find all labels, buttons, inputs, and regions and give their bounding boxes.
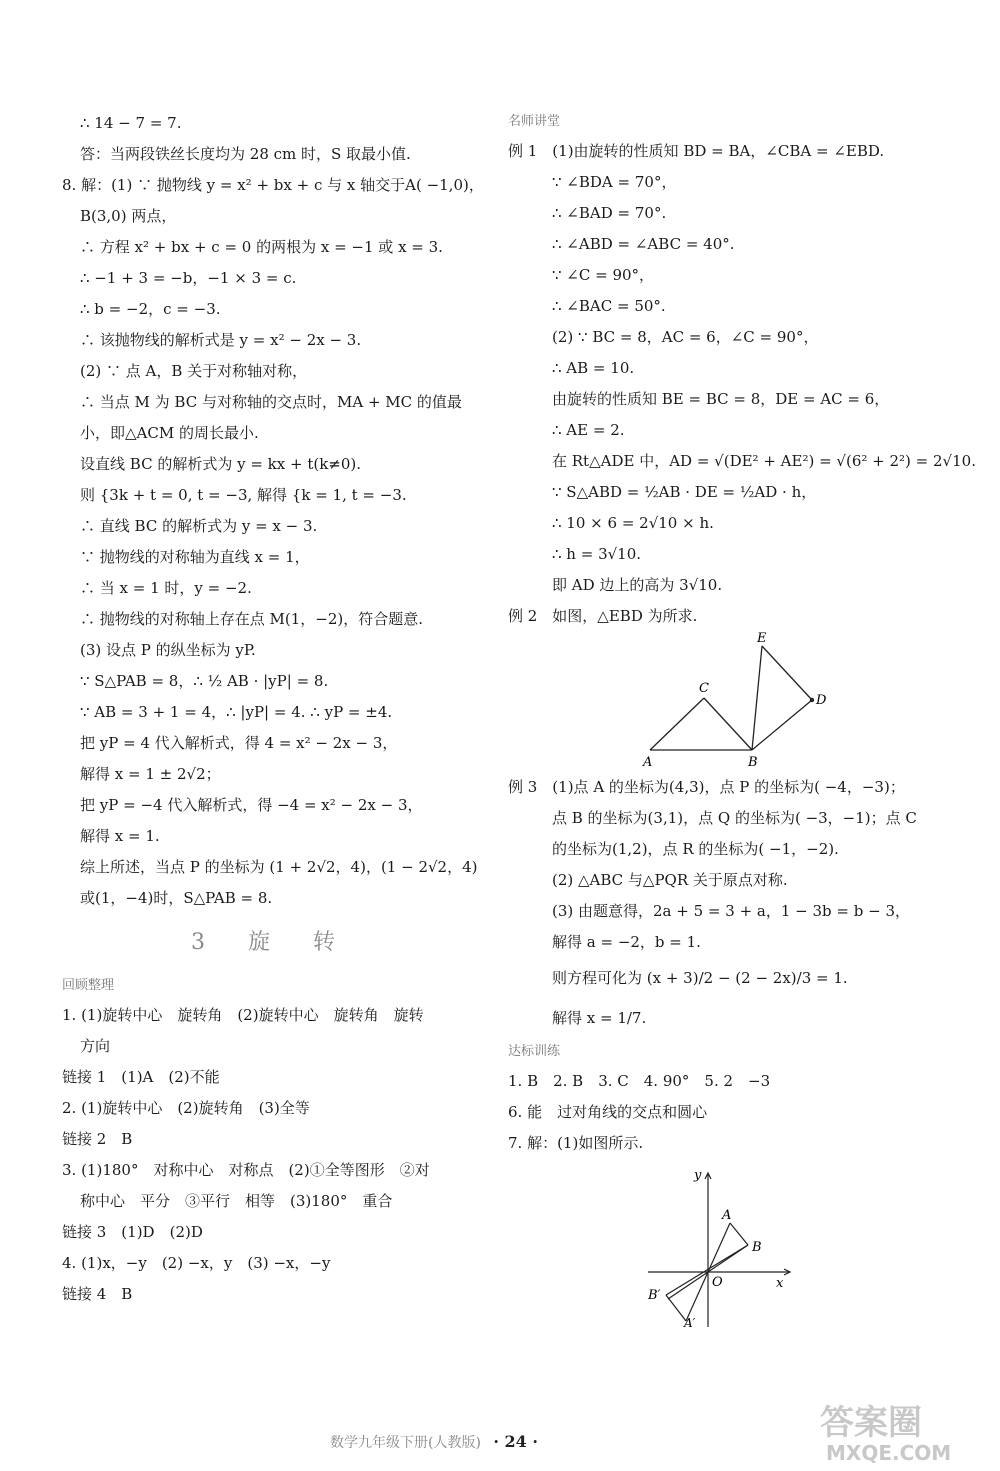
text-line: 链接 4 B (62, 1285, 133, 1303)
rotation-diagram (508, 632, 938, 772)
text-line: (2) ∵ 点 A，B 关于对称轴对称， (80, 362, 308, 380)
page-number: · 24 · (493, 1432, 538, 1451)
text-line: ∴ AE = 2. (552, 421, 625, 439)
text-line: 链接 2 B (62, 1130, 133, 1148)
text-line: 的坐标为(1,2)，点 R 的坐标为( −1，−2). (552, 840, 839, 858)
text-line: 答：当两段铁丝长度均为 28 cm 时，S 取最小值. (80, 145, 411, 163)
text-line: ∴ ∠BAD = 70°. (552, 204, 667, 222)
watermark-url: MXQE.COM (826, 1441, 952, 1465)
text-line: (3) 设点 P 的纵坐标为 yP. (80, 641, 256, 659)
text-line: ∴ h = 3√10. (552, 545, 642, 563)
training-section-label: 达标训练 (508, 1044, 561, 1059)
watermark (820, 1405, 990, 1467)
text-line: 例 3 (1)点 A 的坐标为(4,3)，点 P 的坐标为( −4，−3)； (508, 778, 905, 796)
label-a-prime: A′ (684, 1316, 696, 1329)
text-line: 即 AD 边上的高为 3√10. (552, 576, 723, 594)
text-line: 称中心 平分 ③平行 相等 (3)180° 重合 (80, 1192, 393, 1210)
coordinate-diagram (508, 1159, 938, 1329)
chapter-title: 3 旋 转 (191, 930, 353, 955)
label-b-prime: B′ (648, 1288, 661, 1303)
text-line: ∴ ∠ABD = ∠ABC = 40°. (552, 235, 735, 253)
text-line: ∴ 直线 BC 的解析式为 y = x − 3. (80, 517, 318, 535)
text-line: 综上所述，当点 P 的坐标为 (1 + 2√2，4)，(1 − 2√2，4) (80, 858, 478, 876)
text-line: ∵ AB = 3 + 1 = 4，∴ |yP| = 4. ∴ yP = ±4. (80, 703, 393, 721)
text-line: ∴ 该抛物线的解析式是 y = x² − 2x − 3. (80, 331, 362, 349)
text-line: B(3,0) 两点， (80, 207, 177, 225)
label-x-axis: x (776, 1276, 784, 1291)
text-line: (2) ∵ BC = 8，AC = 6，∠C = 90°， (552, 328, 819, 346)
label-b: B (748, 755, 758, 770)
text-line: 点 B 的坐标为(3,1)，点 Q 的坐标为( −3，−1)；点 C (552, 809, 917, 827)
text-line: 2. (1)旋转中心 (2)旋转角 (3)全等 (62, 1099, 310, 1117)
teacher-section-label: 名师讲堂 (508, 114, 561, 129)
label-d: D (816, 693, 827, 708)
label-c: C (699, 681, 709, 696)
watermark-text: 答案圈 (820, 1403, 922, 1443)
text-line: 则 {3k + t = 0, t = −3, 解得 {k = 1, t = −3. (80, 486, 407, 504)
text-line: 设直线 BC 的解析式为 y = kx + t(k≠0). (80, 455, 362, 473)
text-line: 3. (1)180° 对称中心 对称点 (2)①全等图形 ②对 (62, 1161, 430, 1179)
page-footer (330, 1432, 670, 1452)
text-line: 把 yP = 4 代入解析式，得 4 = x² − 2x − 3， (80, 734, 398, 752)
text-line: ∴ 14 − 7 = 7. (80, 114, 182, 132)
text-line: ∴ −1 + 3 = −b，−1 × 3 = c. (80, 269, 297, 287)
text-line: ∵ ∠BDA = 70°， (552, 173, 677, 191)
text-line: 解得 x = 1/7. (552, 1009, 647, 1027)
text-line: ∴ 抛物线的对称轴上存在点 M(1，−2)，符合题意. (80, 610, 424, 628)
text-line: ∵ S△PAB = 8，∴ ½ AB · |yP| = 8. (80, 672, 329, 690)
text-line: 或(1，−4)时，S△PAB = 8. (80, 889, 273, 907)
text-line: 小，即△ACM 的周长最小. (80, 424, 259, 442)
text-line: 链接 3 (1)D (2)D (62, 1223, 203, 1241)
text-line: ∵ S△ABD = ½AB · DE = ½AD · h， (552, 483, 817, 501)
text-line: 则方程可化为 (x + 3)/2 − (2 − 2x)/3 = 1. (552, 969, 848, 987)
text-line: ∴ 当 x = 1 时，y = −2. (80, 579, 252, 597)
text-line: ∴ 10 × 6 = 2√10 × h. (552, 514, 714, 532)
text-line: 1. (1)旋转中心 旋转角 (2)旋转中心 旋转角 旋转 (62, 1006, 424, 1024)
label-e: E (757, 632, 767, 646)
label-a: A (722, 1208, 732, 1223)
text-line: ∴ 当点 M 为 BC 与对称轴的交点时，MA + MC 的值最 (80, 393, 462, 411)
text-line: ∵ ∠C = 90°， (552, 266, 655, 284)
text-line: 例 2 如图，△EBD 为所求. (508, 607, 698, 625)
text-line: 链接 1 (1)A (2)不能 (62, 1068, 220, 1086)
label-b: B (752, 1240, 762, 1255)
text-line: 8. 解：(1) ∵ 抛物线 y = x² + bx + c 与 x 轴交于A( −1,0)， (62, 176, 484, 194)
text-line: 解得 a = −2，b = 1. (552, 933, 701, 951)
text-line: 4. (1)x，−y (2) −x，y (3) −x，−y (62, 1254, 331, 1272)
review-section-label: 回顾整理 (62, 978, 115, 993)
text-line: 6. 能 过对角线的交点和圆心 (508, 1103, 708, 1121)
text-line: 解得 x = 1. (80, 827, 160, 845)
text-line: (3) 由题意得，2a + 5 = 3 + a，1 − 3b = b − 3， (552, 902, 910, 920)
text-line: ∴ AB = 10. (552, 359, 635, 377)
text-line: 由旋转的性质知 BE = BC = 8，DE = AC = 6， (552, 390, 890, 408)
text-line: 解得 x = 1 ± 2√2； (80, 765, 221, 783)
text-line: ∵ 抛物线的对称轴为直线 x = 1， (80, 548, 310, 566)
left-column (62, 108, 482, 1310)
text-line: ∴ ∠BAC = 50°. (552, 297, 666, 315)
text-line: ∴ 方程 x² + bx + c = 0 的两根为 x = −1 或 x = 3. (80, 238, 443, 256)
label-a: A (643, 755, 653, 770)
text-line: 1. B 2. B 3. C 4. 90° 5. 2 −3 (508, 1072, 771, 1090)
label-origin: O (712, 1275, 723, 1290)
text-line: 在 Rt△ADE 中，AD = √(DE² + AE²) = √(6² + 2²) = 2√10. (552, 452, 976, 470)
right-column (508, 108, 976, 1329)
rotation-figure (508, 632, 938, 772)
coordinate-figure (508, 1159, 938, 1329)
text-line: 7. 解：(1)如图所示. (508, 1134, 644, 1152)
label-y-axis: y (694, 1168, 702, 1183)
text-line: (2) △ABC 与△PQR 关于原点对称. (552, 871, 788, 889)
text-line: 把 yP = −4 代入解析式，得 −4 = x² − 2x − 3， (80, 796, 423, 814)
text-line: 例 1 (1)由旋转的性质知 BD = BA，∠CBA = ∠EBD. (508, 142, 885, 160)
text-line: 方向 (80, 1037, 111, 1055)
book-title: 数学九年级下册(人教版) (330, 1435, 481, 1451)
text-line: ∴ b = −2，c = −3. (80, 300, 221, 318)
